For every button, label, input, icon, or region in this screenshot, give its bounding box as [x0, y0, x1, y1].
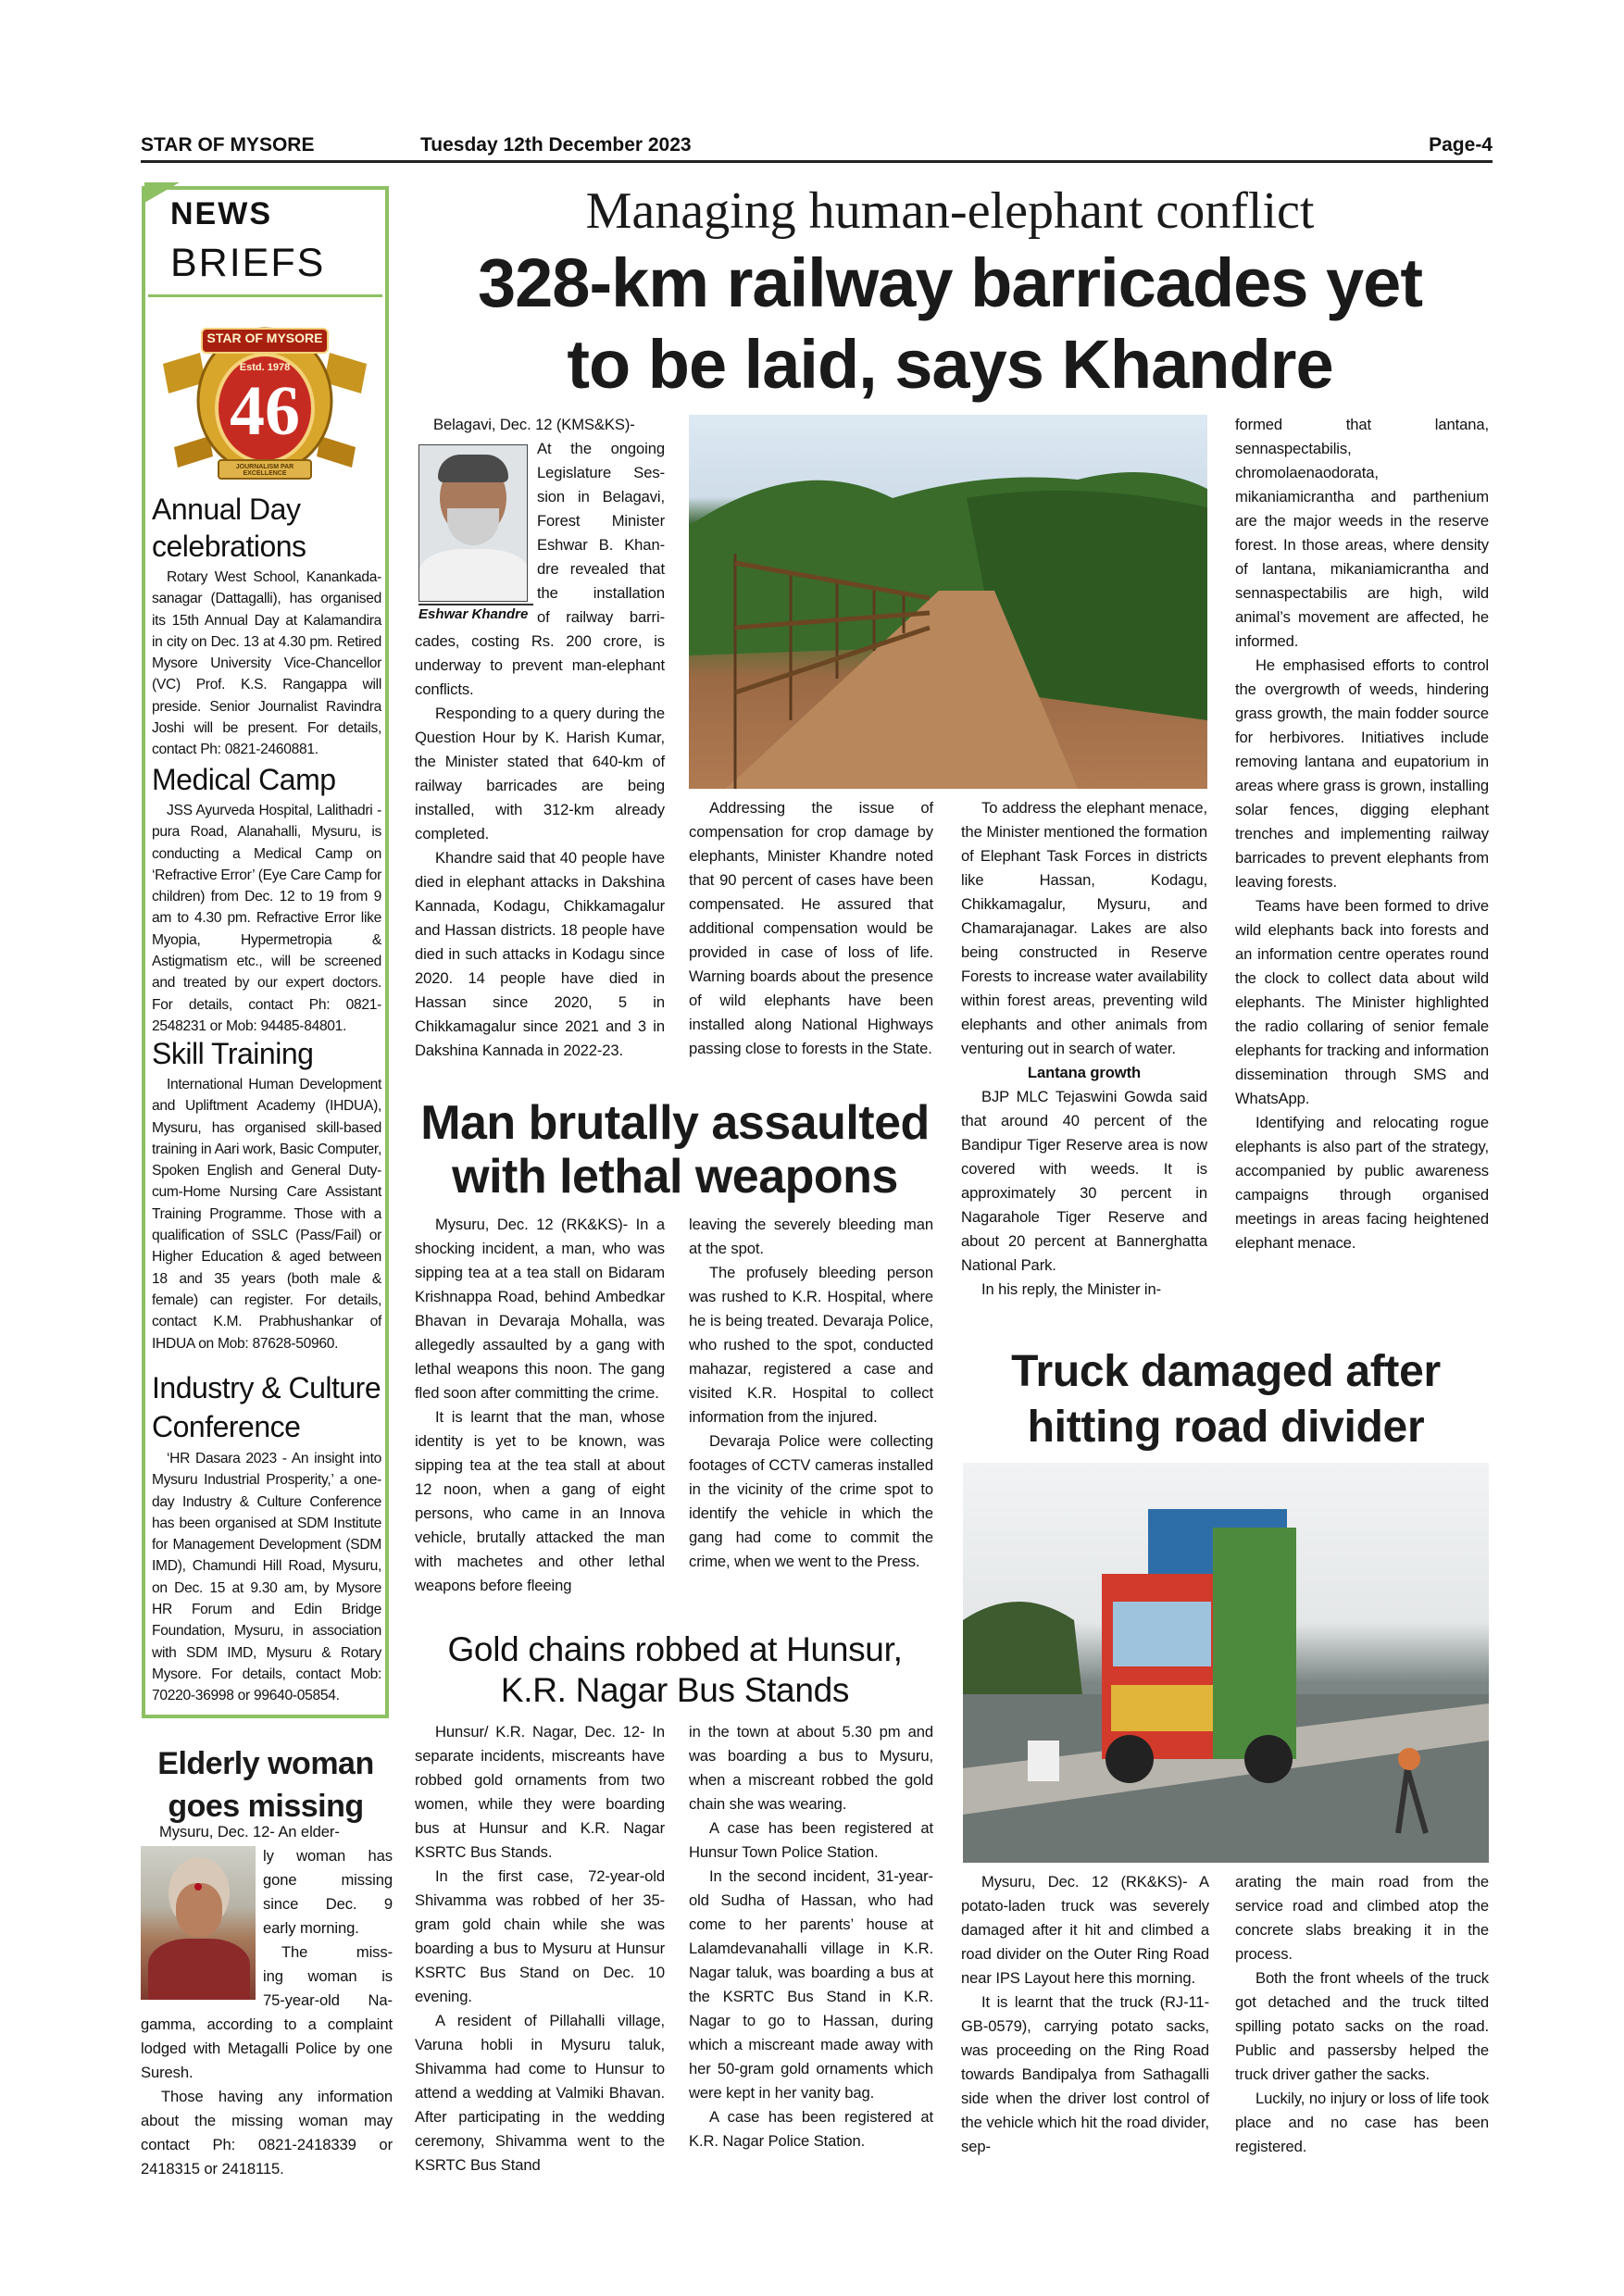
railway-barricade-photo [689, 415, 1207, 789]
truck-col1-p2: It is learnt that the truck (RJ-11-GB-0579), carrying potato sacks, was proceeding on the Ring Road towards Bandipalya from Sathagalli side when the driver lost control of the vehicle which hit the road divider, sep- [961, 1993, 1209, 2155]
masthead-rule [141, 160, 1493, 163]
main-col3-p2: BJP MLC Tejaswini Gowda said that around 40 percent of the Bandipur Tiger Reserve area is now covered with weeds. It is approximately 30 percent in Nagarahole Tiger Reserve and about 20 percent at Bannerghatta National Park. [961, 1088, 1207, 1274]
elderly-wrap-line: early morning. [263, 1919, 359, 1937]
brief-medical-camp [152, 761, 381, 1037]
gold-col1-p1: Hunsur/ K.R. Nagar, Dec. 12- In separate incidents, miscreants have robbed gold ornaments from two women, while they were boarding bus at Hunsur and K.R. Nagar KSRTC Bus Stands. [415, 1723, 665, 1861]
main-col1-rest: cades, costing Rs. 200 crore, is underway to prevent man-elephant conflicts. [415, 632, 665, 698]
assault-headline-line2: with lethal weapons [452, 1150, 898, 1204]
main-wrap-line: the installation [537, 584, 665, 602]
logo-top-text: STAR OF MYSORE [206, 331, 323, 345]
assault-col2-body [689, 1213, 933, 1574]
elderly-wrap-line: ly woman has [263, 1847, 393, 1865]
gold-col2-p3: In the second incident, 31-year-old Sudha of Hassan, who had come to her parents’ house at Lalamdevanahalli village in K.R. Nagar taluk, was boarding a bus at the KSRTC Bus Stand in K.R. Nagar to go to Hassan, during which a miscreant made away with her 50-gram gold ornaments which were kept in her vanity bag. [689, 1867, 933, 2102]
gold-col1-p2: In the first case, 72-year-old Shivamma was robbed of her 35-gram gold chain while she was boarding a bus to Mysuru at Hunsur KSRTC Bus Stand on Dec. 10 evening. [415, 1867, 665, 2005]
brief-body: ‘HR Dasara 2023 - An insight into Mysuru Industrial Prosperity,’ a one-day Industry & Culture Conference has been organised at SDM Institute for Management Development (SDM IMD), Chamundi Hill Road, Mysuru, on Dec. 15 at 9.30 am, by Mysore HR Forum and Edin Bridge Foundation, Mysuru, in association with SDM IMD, Mysuru & Rotary Mysore. For details, contact Mob: 70220-36998 or 99640-05854. [152, 1451, 381, 1704]
news-label: NEWS [170, 196, 272, 231]
main-wrap-line: Legislature Ses- [537, 464, 665, 481]
main-wrap-line: of railway barri- [537, 608, 665, 626]
main-col4-p4: Identifying and relocating rogue elephants is also part of the strategy, accompanied by public awareness campaigns through organised meetings in areas facing heightened elephant menace. [1235, 1114, 1489, 1252]
main-col1-p3: Khandre said that 40 people have died in elephant attacks in Dakshina Kannada, Kodagu, Chikkamagalur and Hassan districts. 18 people have died in such attacks in Kodagu since 2020. 14 people have died in Hassan since 2020, 5 in Chikkamagalur since 2021 and 3 in Dakshina Kannada in 2022-23. [415, 849, 665, 1059]
brief-title: Annual Day celebrations [152, 493, 306, 563]
elderly-wrap-line: The miss- [281, 1943, 393, 1961]
briefs-divider [148, 294, 382, 297]
main-col1-p2: Responding to a query during the Question Hour by K. Harish Kumar, the Minister stated that 640-km of railway barricades are being installed, with 312-km already completed. [415, 705, 665, 842]
logo-estd-text: Estd. 1978 [239, 362, 291, 373]
brief-title: Industry & Culture Conference [152, 1371, 381, 1443]
main-col4-p3: Teams have been formed to drive wild elephants back into forests and an information centre operates round the clock to collect data about wild elephants. The Minister highlighted the radio collaring of senior female elephants for tracking and information dissemination through SMS and WhatsApp. [1235, 897, 1489, 1107]
elderly-wrap-line: 75-year-old Na- [263, 1991, 393, 2009]
gold-col2-p4: A case has been registered at K.R. Nagar Police Station. [689, 2108, 933, 2150]
elderly-wrap-line: gone missing [263, 1871, 393, 1889]
brief-annual-day [152, 491, 381, 761]
elderly-p1-rest: gamma, according to a complaint lodged with Metagalli Police by one Suresh. [141, 2015, 393, 2081]
main-kicker: Managing human-elephant conflict [585, 182, 1315, 240]
main-wrap-line: Eshwar B. Khan- [537, 536, 665, 554]
main-wrap-line: At the ongoing [537, 440, 665, 457]
gold-col2-body [689, 1720, 933, 2153]
main-dateline: Belagavi, Dec. 12 (KMS&KS)- [433, 416, 635, 433]
main-headline-line2: to be laid, says Khandre [567, 326, 1333, 403]
anniversary-logo [154, 308, 376, 493]
assault-col1-p2: It is learnt that the man, whose identity is yet to be known, was sipping tea at the tea stall at about 12 noon, when a gang of eight persons, who came in an Innova vehicle, brutally attacked the man with machetes and other lethal weapons before fleeing [415, 1408, 665, 1594]
brief-industry-culture [152, 1368, 381, 1707]
truck-headline-line1: Truck damaged after [1011, 1347, 1441, 1396]
main-col1-body [415, 630, 665, 1063]
main-wrap-line: Forest Minister [537, 512, 665, 530]
main-wrap-line: sion in Belagavi, [537, 488, 665, 505]
main-wrap-line: dre revealed that [537, 560, 665, 578]
logo-ribbon-text: JOURNALISM PAR EXCELLENCE [235, 464, 294, 477]
truck-col2-p3: Luckily, no injury or loss of life took place and no case has been registered. [1235, 2090, 1489, 2155]
elderly-wrap-column [263, 1844, 393, 2013]
khandre-photo-caption: Eshwar Khandre [418, 604, 533, 622]
main-col1-wrap [537, 437, 665, 630]
elderly-p2: Those having any information about the missing woman may contact Ph: 0821-2418339 or 2418315 or 2418115. [141, 2088, 393, 2177]
masthead-page-number: Page-4 [1429, 134, 1493, 156]
brief-body: Rotary West School, Kanankada-sanagar (Dattagalli), has organised its 15th Annual Day at Kalamandira in city on Dec. 13 at 4.30 pm. Retired Mysore University Vice-Chancellor (VC) Prof. K.S. Rangappa will preside. Senior Journalist Ravindra Joshi will be present. For details, contact Ph: 0821-2460881. [152, 569, 381, 758]
gold-headline-line2: K.R. Nagar Bus Stands [500, 1671, 850, 1709]
elderly-woman-photo [141, 1846, 256, 2000]
elderly-wrap-line: ing woman is [263, 1967, 393, 1985]
elderly-p1-lead: Mysuru, Dec. 12- An elder- [159, 1823, 340, 1841]
gold-col2-p2: A case has been registered at Hunsur Town Police Station. [689, 1819, 933, 1861]
assault-col2-p2: The profusely bleeding person was rushed to K.R. Hospital, where he is being treated. Devaraja Police, who rushed to the spot, conducted mahazar, registered a case and visited K.R. Hospital to collect information from the injured. [689, 1264, 933, 1426]
main-col4-body [1235, 413, 1489, 1255]
main-col3-subhead: Lantana growth [1027, 1064, 1142, 1081]
truck-headline-line2: hitting road divider [1027, 1403, 1425, 1452]
assault-headline-line1: Man brutally assaulted [420, 1096, 930, 1150]
truck-col2-p1: arating the main road from the service road and climbed atop the concrete slabs breaking it in the process. [1235, 1873, 1489, 1963]
gold-col1-body [415, 1720, 665, 2177]
briefs-label: BRIEFS [170, 241, 326, 285]
truck-col2-body [1235, 1870, 1489, 2159]
khandre-photo [418, 444, 528, 602]
brief-body: JSS Ayurveda Hospital, Lalithadri -pura Road, Alanahalli, Mysuru, is conducting a Medical Camp on ‘Refractive Error’ (Eye Care Camp for children) from Dec. 12 to 19 from 9 am to 4.30 pm. Refractive Error like Myopia, Hypermetropia & Astigmatism etc., will be screened and treated by our expert doctors. For details, contact Ph: 0821-2548231 or Mob: 94485-84801. [152, 803, 381, 1034]
main-col4-p2: He emphasised efforts to control the overgrowth of weeds, hindering grass growth, the main fodder source for herbivores. Initiatives include removing lantana and eupatorium in areas where grass is grown, installing solar fences, digging elephant trenches and implementing railway barricades to prevent elephants from leaving forests. [1235, 656, 1489, 891]
main-headline-line1: 328-km railway barricades yet [478, 244, 1422, 321]
main-col3-p3: In his reply, the Minister in- [981, 1280, 1162, 1298]
truck-col1-body [961, 1870, 1209, 2159]
masthead [141, 132, 1493, 164]
assault-col2-p1: leaving the severely bleeding man at the spot. [689, 1216, 933, 1257]
truck-accident-photo [963, 1463, 1489, 1863]
elderly-body-rest [141, 2013, 393, 2181]
masthead-date: Tuesday 12th December 2023 [420, 134, 692, 156]
main-col4-p1: formed that lantana, sennaspectabilis, chromolaenaodorata, mikaniamicrantha and parthenium are the major weeds in the reserve forest. In those areas, where density of lantana, mikaniamicrantha and sennaspectabilis are high, wild animal’s movement are affected, he informed. [1235, 416, 1489, 650]
brief-body: International Human Development and Upliftment Academy (IHDUA), Mysuru, has organised skill-based training in Aari work, Basic Computer, Spoken English and General Duty-cum-Home Nursing Care Assistant Training Programme. Those with a qualification of SSLC (Pass/Fail) or Higher Education & aged between 18 and 35 years (both male & female) can register. For details, contact K.M. Prabhushankar of IHDUA on Mob: 87628-50960. [152, 1077, 381, 1352]
assault-col1-body [415, 1213, 665, 1598]
gold-col1-p3: A resident of Pillahalli village, Varuna hobli in Mysuru taluk, Shivamma had come to Hunsur to attend a wedding at Valmiki Bhavan. After participating in the wedding ceremony, Shivamma went to the KSRTC Bus Stand [415, 2012, 665, 2174]
brief-title: Medical Camp [152, 763, 336, 796]
gold-col2-p1: in the town at about 5.30 pm and was boarding a bus to Mysuru, when a miscreant robbed the gold chain she was wearing. [689, 1723, 933, 1813]
main-col3-p1: To address the elephant menace, the Minister mentioned the formation of Elephant Task Forces in districts like Hassan, Kodagu, Chikkamagalur, Mysuru, and Chamarajanagar. Lakes are also being constructed in Reserve Forests to increase water availability within forest areas, preventing wild elephants and other animals from venturing out in search of water. [961, 799, 1207, 1057]
elderly-headline: Elderly woman goes missing [157, 1746, 374, 1824]
elderly-wrap-line: since Dec. 9 [263, 1895, 393, 1913]
gold-headline-line1: Gold chains robbed at Hunsur, [447, 1630, 903, 1668]
logo-number: 46 [230, 372, 300, 450]
brief-skill-training [152, 1035, 381, 1354]
assault-col1-p1: Mysuru, Dec. 12 (RK&KS)- In a shocking incident, a man, who was sipping tea at a tea stall on Bidaram Krishnappa Road, behind Ambedkar Bhavan in Devaraja Mohalla, was allegedly assaulted by a gang with lethal weapons this noon. The gang fled soon after committing the crime. [415, 1216, 665, 1402]
main-col1-wrap-lines [415, 413, 665, 437]
brief-title: Skill Training [152, 1037, 314, 1070]
main-col2-body [689, 796, 933, 1061]
masthead-paper-name: STAR OF MYSORE [141, 134, 315, 156]
main-col2-p1: Addressing the issue of compensation for crop damage by elephants, Minister Khandre noted that 90 percent of cases have been compensated. He assured that additional compensation would be provided in case of loss of life. Warning boards about the presence of wild elephants have been installed along National Highways passing close to forests in the State. [689, 799, 933, 1057]
assault-col2-p3: Devaraja Police were collecting footages of CCTV cameras installed in the vicinity of the crime spot to identify the vehicle in which the gang had come to commit the crime, when we went to the Press. [689, 1432, 933, 1570]
truck-col2-p2: Both the front wheels of the truck got detached and the truck tilted spilling potato sacks on the road. Public and passersby helped the truck driver gather the sacks. [1235, 1969, 1489, 2083]
main-col3-body [961, 796, 1207, 1302]
truck-col1-p1: Mysuru, Dec. 12 (RK&KS)- A potato-laden truck was severely damaged after it hit and climbed a road divider on the Outer Ring Road near IPS Layout here this morning. [961, 1873, 1209, 1987]
